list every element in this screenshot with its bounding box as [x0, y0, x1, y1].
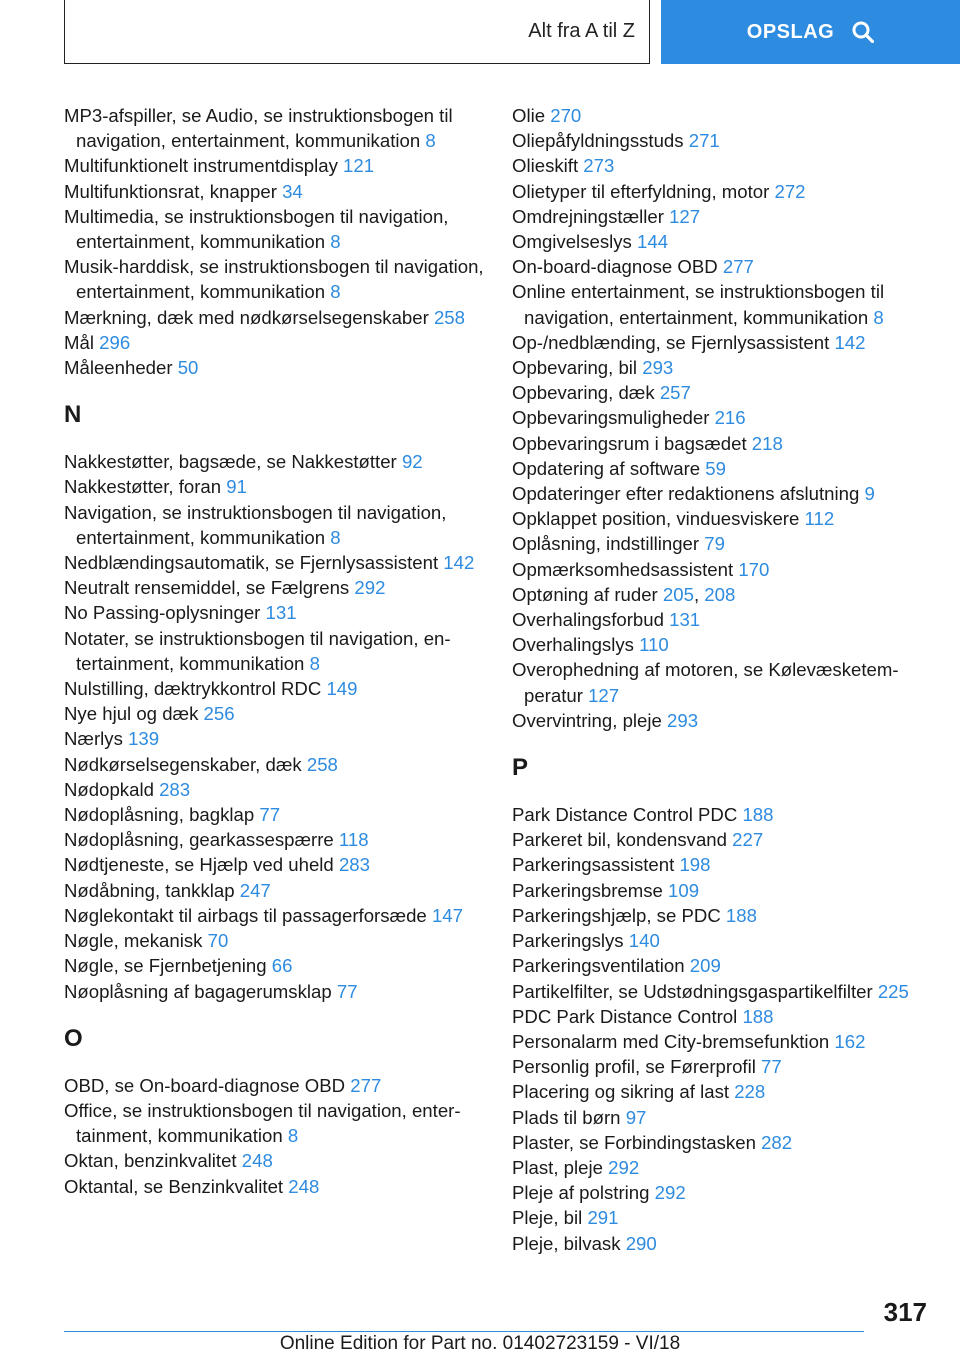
index-entry-text: MP3-afspiller, se Audio, se instruktionsbogen til navigation, entertainment, kommunikation: [64, 105, 453, 152]
index-entry-text: Oliepåfyldningsstuds: [512, 130, 684, 152]
index-entry-text: Overhalingsforbud: [512, 609, 664, 631]
page-link[interactable]: 247: [239, 879, 271, 901]
page-link[interactable]: 118: [338, 829, 369, 851]
page-link[interactable]: 277: [350, 1074, 382, 1096]
index-entry-text: Nakkestøtter, foran: [64, 476, 222, 498]
index-entry-text: Overophedning af motoren, se Kølevæsketemperatur: [512, 659, 899, 706]
index-entry-text: Oktantal, se Benzinkvalitet: [64, 1175, 284, 1197]
page-link[interactable]: 293: [642, 357, 674, 379]
page-link[interactable]: 8: [330, 526, 341, 548]
page-link[interactable]: 9: [864, 483, 875, 505]
index-entry-text: No Passing-oplysninger: [64, 602, 261, 624]
page-link[interactable]: 270: [550, 105, 582, 126]
index-entry: [512, 708, 932, 733]
index-entry-text: Nødkørselsegenskaber, dæk: [64, 753, 302, 775]
page-link[interactable]: 170: [738, 558, 770, 580]
page-link[interactable]: 139: [128, 728, 160, 750]
index-entry: [64, 103, 494, 153]
index-entry: [64, 676, 494, 701]
index-column-left: [64, 103, 494, 1199]
index-entry: [512, 607, 932, 632]
index-entry: [512, 903, 932, 928]
index-entry: [512, 481, 932, 506]
index-entry-text: Nødåbning, tankklap: [64, 879, 235, 901]
index-entry-text: Opdatering af software: [512, 457, 701, 479]
index-entry-text: Omdrejningstæller: [512, 205, 664, 227]
index-entry: [512, 878, 932, 903]
index-entry-text: Olietyper til efterfyldning, motor: [512, 180, 770, 202]
index-entry: [512, 380, 932, 405]
index-entry: [64, 254, 494, 304]
index-entry-text: Parkeringslys: [512, 930, 624, 952]
index-entry: [64, 204, 494, 254]
index-entry-text: Opklappet position, vinduesviskere: [512, 508, 800, 530]
index-entry-text: Parkeret bil, kondensvand: [512, 829, 727, 851]
index-entry: [64, 305, 494, 330]
index-entry-text: Multimedia, se instruktionsbogen til navigation, entertainment, kommunikation: [64, 205, 449, 253]
page-link[interactable]: 256: [203, 703, 235, 725]
page-link[interactable]: 8: [425, 130, 436, 152]
page-link[interactable]: 140: [628, 930, 660, 952]
index-entry-text: Nye hjul og dæk: [64, 703, 199, 725]
index-letter-heading: P: [512, 754, 529, 782]
page-link[interactable]: 283: [159, 778, 191, 800]
index-entry-text: Musik-harddisk, se instruktionsbogen til navigation, entertainment, kommunikation: [64, 256, 484, 303]
index-entry-text: Pleje, bilvask: [512, 1232, 621, 1254]
index-entry: [64, 953, 494, 978]
page-link[interactable]: 8: [309, 652, 320, 674]
index-entry-text: Nulstilling, dæktrykkontrol RDC: [64, 678, 322, 700]
index-entry: [512, 330, 932, 355]
index-entry-text: Måleenheder: [64, 357, 173, 379]
index-entry: [64, 701, 494, 726]
index-entry: [512, 657, 932, 707]
index-entry: [512, 827, 932, 852]
page-link[interactable]: 277: [722, 256, 754, 278]
page-link[interactable]: 144: [637, 231, 669, 253]
page-link[interactable]: 208: [704, 583, 736, 605]
page-link[interactable]: 283: [338, 854, 370, 876]
index-entry-text: Pleje af polstring: [512, 1182, 650, 1204]
index-entry-text: Oktan, benzinkvalitet: [64, 1150, 237, 1172]
index-entry: [512, 1130, 932, 1155]
page-link[interactable]: 296: [99, 331, 131, 353]
page-link[interactable]: 227: [732, 829, 764, 851]
index-entry-text: Plast, pleje: [512, 1156, 603, 1178]
index-entry: [512, 557, 932, 582]
page-link[interactable]: 92: [401, 451, 423, 473]
index-entry: [512, 928, 932, 953]
page-link[interactable]: 77: [336, 980, 358, 1002]
page-link[interactable]: 290: [625, 1232, 657, 1254]
index-entry-text: Multifunktionsrat, knapper: [64, 180, 277, 202]
page-link[interactable]: 218: [751, 432, 783, 454]
index-entry-text: Optøning af ruder: [512, 583, 658, 605]
page-link[interactable]: 258: [306, 753, 338, 775]
page-link[interactable]: 228: [734, 1081, 766, 1103]
page-link[interactable]: 91: [226, 476, 247, 498]
index-entry: [512, 632, 932, 657]
index-entry-text: Nøgle, mekanisk: [64, 930, 203, 952]
index-entry-text: OBD, se On-board-diagnose OBD: [64, 1074, 346, 1096]
index-entry: [64, 575, 494, 600]
search-tab[interactable]: [661, 0, 960, 64]
index-entry-text: Nødtjeneste, se Hjælp ved uheld: [64, 854, 334, 876]
page-link[interactable]: 142: [443, 552, 475, 574]
index-entry-text: Nødoplåsning, gearkassespærre: [64, 829, 334, 851]
index-entry: [512, 1029, 932, 1054]
index-entry: [64, 802, 494, 827]
page-link[interactable]: 162: [834, 1030, 866, 1052]
index-entry-text: PDC Park Distance Control: [512, 1005, 738, 1027]
page-link[interactable]: 70: [207, 930, 229, 952]
index-entry: [64, 153, 494, 178]
index-entry: [64, 474, 494, 499]
index-entry-text: Nøgle, se Fjernbetjening: [64, 955, 267, 977]
index-entry-text: Olie: [512, 105, 546, 126]
index-entry: [512, 531, 932, 556]
index-entry: [64, 979, 494, 1004]
page-link[interactable]: 257: [659, 382, 691, 404]
page-link[interactable]: 248: [241, 1150, 273, 1172]
page-link[interactable]: 109: [668, 879, 700, 901]
index-entry: [64, 878, 494, 903]
index-entry-text: Opbevaring, dæk: [512, 382, 655, 404]
page-link[interactable]: 8: [330, 231, 341, 253]
index-entry-text: On-board-diagnose OBD: [512, 256, 718, 278]
page-link[interactable]: 97: [625, 1106, 647, 1128]
index-entry-text: Opbevaring, bil: [512, 357, 638, 379]
index-entry-text: Oplåsning, indstillinger: [512, 533, 700, 555]
index-entry: [64, 1073, 494, 1098]
page-link[interactable]: 293: [667, 709, 699, 731]
index-entry: [64, 330, 494, 355]
index-column-right: [512, 103, 932, 1256]
index-entry: [512, 1155, 932, 1180]
index-entry-text: Nakkestøtter, bagsæde, se Nakkestøtter: [64, 451, 397, 473]
page-link[interactable]: 131: [265, 602, 297, 624]
page-link[interactable]: 258: [433, 306, 465, 328]
page-link[interactable]: 188: [742, 804, 774, 826]
index-entry-text: Personalarm med City-bremsefunktion: [512, 1030, 830, 1052]
index-entry: [512, 979, 932, 1004]
page-link[interactable]: 112: [804, 508, 835, 530]
index-entry-text: Nærlys: [64, 728, 123, 750]
index-entry: [64, 928, 494, 953]
index-entry-text: Opmærksomhedsassistent: [512, 558, 734, 580]
page-link[interactable]: 188: [725, 904, 757, 926]
page-link[interactable]: 291: [587, 1207, 619, 1229]
page-link[interactable]: 147: [431, 904, 463, 926]
index-entry: [512, 1231, 932, 1256]
index-entry: [512, 128, 932, 153]
search-icon: [852, 21, 874, 43]
page-link[interactable]: 77: [259, 804, 281, 826]
page-link[interactable]: 272: [774, 180, 806, 202]
index-entry: [512, 405, 932, 430]
index-entry-text: Overvintring, pleje: [512, 709, 662, 731]
index-entry: [64, 600, 494, 625]
page-link[interactable]: 205: [662, 583, 694, 605]
footer-divider: [64, 1331, 864, 1332]
page-link[interactable]: 292: [654, 1182, 686, 1204]
page-link[interactable]: 188: [742, 1005, 774, 1027]
page-link[interactable]: 66: [271, 955, 293, 977]
page-link[interactable]: 77: [761, 1056, 782, 1078]
index-entry-text: Multifunktionelt instrumentdisplay: [64, 155, 338, 177]
index-entry: [512, 506, 932, 531]
index-entry: [64, 179, 494, 204]
page-link[interactable]: 248: [288, 1175, 320, 1197]
index-entry: [64, 1174, 494, 1199]
index-entry: [64, 752, 494, 777]
page-number: 317: [883, 1297, 927, 1327]
index-entry: [512, 456, 932, 481]
index-entry: [512, 204, 932, 229]
index-entry: [64, 903, 494, 928]
index-entry-text: Notater, se instruktionsbogen til navigation, entertainment, kommunikation: [64, 627, 451, 674]
page-header: [0, 0, 960, 66]
index-letter-heading: O: [64, 1024, 83, 1052]
page-link[interactable]: 271: [688, 130, 720, 152]
index-entry: [512, 1205, 932, 1230]
index-entry-text: Personlig profil, se Førerprofil: [512, 1056, 756, 1078]
index-entry-text: Placering og sikring af last: [512, 1081, 730, 1103]
page-link[interactable]: 216: [714, 407, 746, 429]
index-entry: [512, 153, 932, 178]
index-entry: [512, 852, 932, 877]
index-entry-text: Plaster, se Forbindingstasken: [512, 1131, 756, 1153]
index-entry-text: Nøoplåsning af bagagerumsklap: [64, 980, 332, 1002]
index-entry: [512, 179, 932, 204]
index-entry-text: Opbevaringsmuligheder: [512, 407, 710, 429]
index-entry-text: Partikelfilter, se Udstødningsgaspartikelfilter: [512, 980, 873, 1002]
index-entry-text: Parkeringsventilation: [512, 955, 685, 977]
page-link[interactable]: 131: [669, 609, 701, 631]
index-entry: [64, 852, 494, 877]
page-link[interactable]: 127: [588, 684, 620, 706]
index-entry-text: Opdateringer efter redaktionens afslutning: [512, 483, 860, 505]
index-entry-text: Park Distance Control PDC: [512, 804, 738, 826]
index-entry: [512, 355, 932, 380]
index-entry-text: Nedblændingsautomatik, se Fjernlysassistent: [64, 552, 439, 574]
index-entry: [64, 1148, 494, 1173]
index-entry: [512, 1004, 932, 1029]
page-link[interactable]: 282: [761, 1131, 793, 1153]
index-entry-text: Parkeringsbremse: [512, 879, 663, 901]
tab-a-z-label: Alt fra A til Z: [528, 20, 635, 42]
index-entry-text: Mål: [64, 331, 94, 353]
page-link[interactable]: 209: [689, 955, 721, 977]
index-entry: [64, 500, 494, 550]
index-entry: [512, 953, 932, 978]
page-link[interactable]: 121: [343, 155, 375, 177]
page-link[interactable]: 127: [669, 205, 701, 227]
index-entry-text: Neutralt rensemiddel, se Fælgrens: [64, 577, 350, 599]
index-entry: [64, 449, 494, 474]
page-link[interactable]: 59: [705, 457, 726, 479]
page-link[interactable]: 34: [282, 180, 303, 202]
page-link[interactable]: 198: [679, 854, 711, 876]
index-entry: [512, 103, 932, 128]
index-entry: [512, 1180, 932, 1205]
index-entry: [512, 279, 932, 329]
index-entry: [64, 626, 494, 676]
index-entry: [512, 1105, 932, 1130]
index-entry-text: Pleje, bil: [512, 1207, 583, 1229]
index-entry-text: Omgivelseslys: [512, 231, 632, 253]
index-letter-heading: N: [64, 401, 82, 429]
page-link[interactable]: 273: [583, 155, 615, 177]
index-entry: [512, 431, 932, 456]
index-entry-text: Nøglekontakt til airbags til passagerforsæde: [64, 904, 427, 926]
index-entry: [64, 550, 494, 575]
index-entry: [64, 1098, 494, 1148]
index-entry-text: Mærkning, dæk med nødkørselsegenskaber: [64, 306, 429, 328]
page-link[interactable]: 79: [704, 533, 725, 555]
page-link[interactable]: 292: [354, 577, 386, 599]
page-link[interactable]: 110: [639, 634, 669, 656]
index-entry-text: Navigation, se instruktionsbogen til navigation, entertainment, kommunikation: [64, 501, 447, 548]
index-entry-text: Nødopkald: [64, 778, 154, 800]
page-link[interactable]: 292: [608, 1156, 640, 1178]
index-entry-text: Overhalingslys: [512, 634, 634, 656]
page-link[interactable]: 142: [834, 331, 866, 353]
index-entry: [64, 726, 494, 751]
page-link[interactable]: 225: [877, 980, 909, 1002]
index-entry: [512, 1079, 932, 1104]
index-entry-text: Nødoplåsning, bagklap: [64, 804, 255, 826]
index-entry-text: Opbevaringsrum i bagsædet: [512, 432, 747, 454]
index-entry: [64, 355, 494, 380]
index-entry-text: Parkeringshjælp, se PDC: [512, 904, 721, 926]
index-entry-text: Parkeringsassistent: [512, 854, 675, 876]
index-entry-text: Online entertainment, se instruktionsbogen til navigation, entertainment, kommunikation: [512, 281, 885, 328]
index-entry-text: Olieskift: [512, 155, 579, 177]
index-entry: [64, 777, 494, 802]
page-link[interactable]: 50: [177, 357, 199, 379]
index-entry: [512, 1054, 932, 1079]
page-link[interactable]: 8: [287, 1125, 299, 1147]
index-entry: Optøning af ruder 205, 208: [512, 583, 736, 605]
tab-a-z[interactable]: [64, 0, 650, 64]
index-entry-text: Office, se instruktionsbogen til navigation, entertainment, kommunikation: [64, 1099, 461, 1147]
index-entry: [512, 254, 932, 279]
page-link[interactable]: 149: [326, 678, 358, 700]
index-entry: [512, 229, 932, 254]
index-entry: [512, 802, 932, 827]
index-entry-text: Op-/nedblænding, se Fjernlysassistent: [512, 331, 830, 353]
page-link[interactable]: 8: [873, 306, 884, 328]
index-entry: [64, 827, 494, 852]
index-entry-text: Plads til børn: [512, 1106, 621, 1128]
search-tab-label: OPSLAG: [746, 20, 835, 43]
page-link[interactable]: 8: [330, 281, 341, 303]
footer-edition-text: Online Edition for Part no. 01402723159 - VI/18: [279, 1333, 681, 1354]
